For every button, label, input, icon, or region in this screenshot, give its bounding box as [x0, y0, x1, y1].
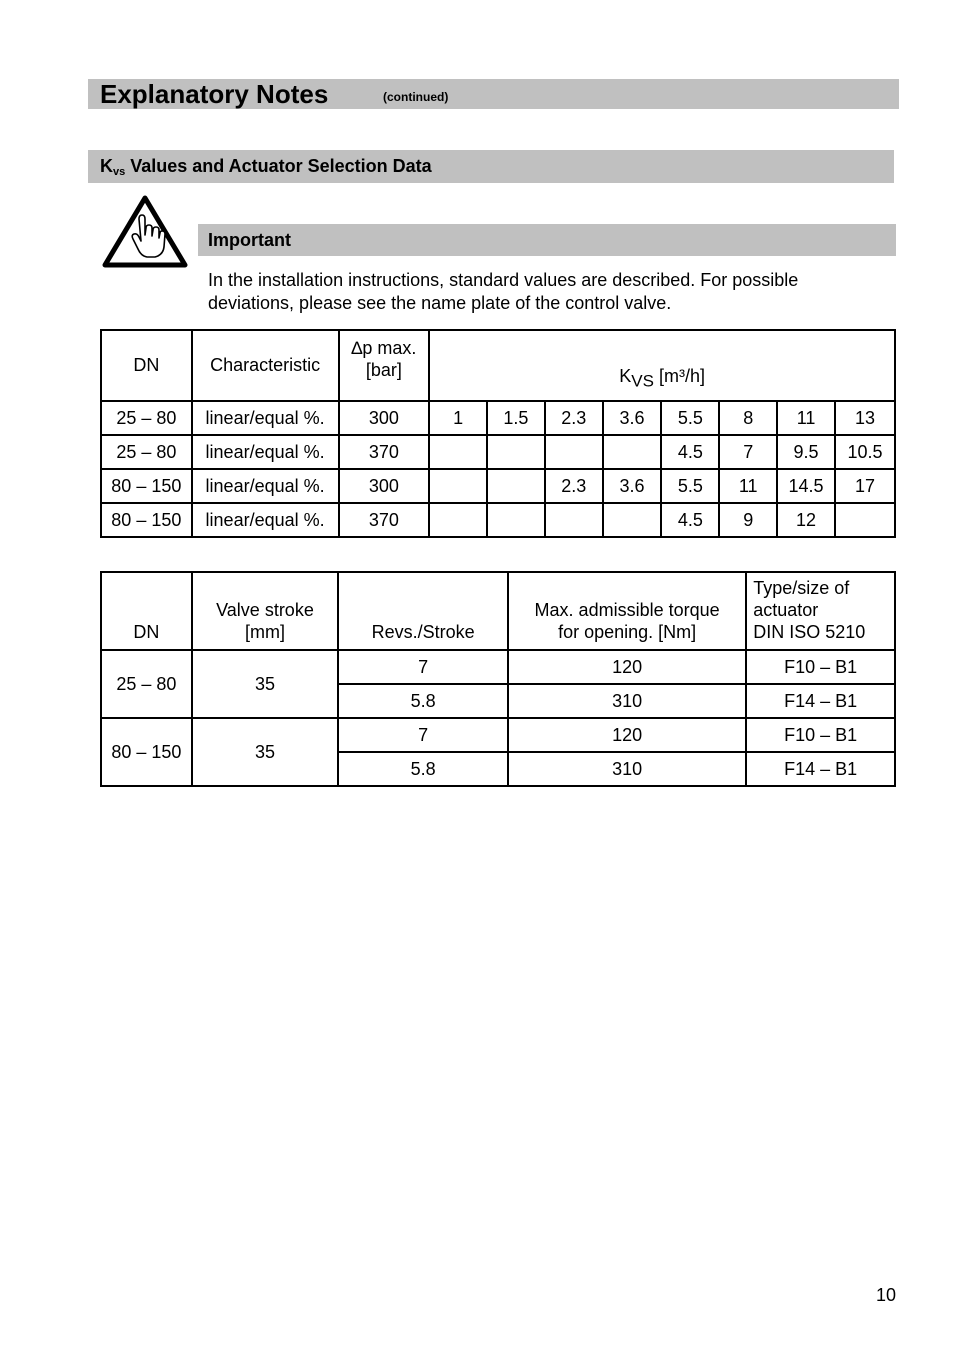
cell-dp: 300 [339, 469, 430, 503]
cell-kvs [545, 503, 603, 537]
important-text: In the installation instructions, standard values are described. For possible deviations, please see the name plate of the control valve. [208, 270, 799, 313]
cell-type: F10 – B1 [746, 650, 895, 684]
cell-kvs: 2.3 [545, 401, 603, 435]
page-title: Explanatory Notes [100, 79, 329, 109]
important-bar [198, 224, 896, 256]
actuator-table [100, 571, 896, 787]
actuator-header-row [101, 572, 895, 650]
cell-kvs [429, 435, 487, 469]
cell-dn: 80 – 150 [101, 718, 192, 786]
cell-kvs [487, 469, 545, 503]
header-type-line3: DIN ISO 5210 [753, 622, 866, 642]
cell-type: F14 – B1 [746, 752, 895, 786]
cell-kvs: 1 [429, 401, 487, 435]
cell-kvs: 4.5 [661, 503, 719, 537]
table-row [101, 718, 895, 752]
section-bar [88, 150, 894, 183]
cell-stroke: 35 [192, 650, 339, 718]
cell-kvs: 14.5 [777, 469, 835, 503]
header-dp-line1: ∆p max. [351, 338, 417, 358]
header-dn: DN [101, 572, 192, 650]
cell-kvs: 17 [835, 469, 895, 503]
header-kvs-subscript: VS [631, 372, 654, 391]
cell-kvs [487, 503, 545, 537]
cell-dn: 80 – 150 [101, 469, 192, 503]
cell-kvs [429, 503, 487, 537]
header-kvs-unit: [m³/h] [653, 366, 705, 387]
cell-type: F10 – B1 [746, 718, 895, 752]
header-dp-line2: [bar] [365, 360, 402, 380]
section-title-k: K [100, 156, 113, 176]
header-kvs [429, 330, 895, 401]
cell-kvs: 4.5 [661, 435, 719, 469]
cell-kvs: 3.6 [603, 401, 662, 435]
header-revs: Revs./Stroke [338, 572, 508, 650]
hand-warning-icon [102, 195, 188, 269]
cell-kvs: 2.3 [545, 469, 603, 503]
cell-kvs: 5.5 [661, 401, 719, 435]
header-torque [508, 572, 746, 650]
cell-kvs: 7 [719, 435, 777, 469]
cell-kvs: 11 [719, 469, 777, 503]
cell-kvs: 13 [835, 401, 895, 435]
cell-torque: 310 [508, 752, 746, 786]
cell-torque: 310 [508, 684, 746, 718]
cell-revs: 7 [338, 650, 508, 684]
cell-kvs: 9.5 [777, 435, 835, 469]
cell-dn: 25 – 80 [101, 435, 192, 469]
cell-kvs [835, 503, 895, 537]
cell-characteristic: linear/equal %. [192, 503, 339, 537]
cell-kvs: 11 [777, 401, 835, 435]
cell-revs: 7 [338, 718, 508, 752]
table-row [101, 469, 895, 503]
cell-dp: 370 [339, 503, 430, 537]
cell-kvs: 3.6 [603, 469, 662, 503]
cell-kvs: 10.5 [835, 435, 895, 469]
cell-kvs [545, 435, 603, 469]
cell-kvs [603, 435, 662, 469]
cell-kvs [603, 503, 662, 537]
cell-kvs [429, 469, 487, 503]
header-type [746, 572, 895, 650]
cell-type: F14 – B1 [746, 684, 895, 718]
header-dn: DN [101, 330, 192, 401]
cell-characteristic: linear/equal %. [192, 469, 339, 503]
cell-torque: 120 [508, 718, 746, 752]
kvs-header-row [101, 330, 895, 401]
section-title-subscript: vs [113, 166, 126, 178]
header-stroke [192, 572, 339, 650]
table-row [101, 401, 895, 435]
header-torque-line1: Max. admissible torque [534, 600, 720, 620]
header-type-line2: actuator [753, 600, 819, 620]
cell-kvs: 12 [777, 503, 835, 537]
cell-torque: 120 [508, 650, 746, 684]
cell-kvs: 1.5 [487, 401, 545, 435]
cell-characteristic: linear/equal %. [192, 435, 339, 469]
header-type-line1: Type/size of [753, 578, 850, 598]
continued-label: (continued) [383, 90, 449, 104]
cell-dn: 25 – 80 [101, 650, 192, 718]
cell-dn: 80 – 150 [101, 503, 192, 537]
title-bar [88, 79, 899, 109]
cell-dp: 370 [339, 435, 430, 469]
header-dp [339, 330, 430, 401]
cell-kvs: 9 [719, 503, 777, 537]
page-number: 10 [876, 1285, 897, 1305]
cell-kvs: 5.5 [661, 469, 719, 503]
table-row [101, 650, 895, 684]
header-torque-line2: for opening. [Nm] [558, 622, 697, 642]
cell-kvs: 8 [719, 401, 777, 435]
header-stroke-line2: [mm] [244, 622, 285, 642]
header-stroke-line1: Valve stroke [216, 600, 314, 620]
cell-stroke: 35 [192, 718, 339, 786]
cell-dp: 300 [339, 401, 430, 435]
header-characteristic: Characteristic [192, 330, 339, 401]
kvs-table [100, 329, 896, 538]
cell-revs: 5.8 [338, 752, 508, 786]
table-row [101, 503, 895, 537]
cell-kvs [487, 435, 545, 469]
section-title-rest: Values and Actuator Selection Data [125, 156, 432, 176]
cell-characteristic: linear/equal %. [192, 401, 339, 435]
table-row [101, 435, 895, 469]
section-title [100, 150, 432, 186]
cell-dn: 25 – 80 [101, 401, 192, 435]
header-kvs-k: K [619, 366, 632, 387]
cell-revs: 5.8 [338, 684, 508, 718]
important-title: Important [208, 230, 291, 250]
